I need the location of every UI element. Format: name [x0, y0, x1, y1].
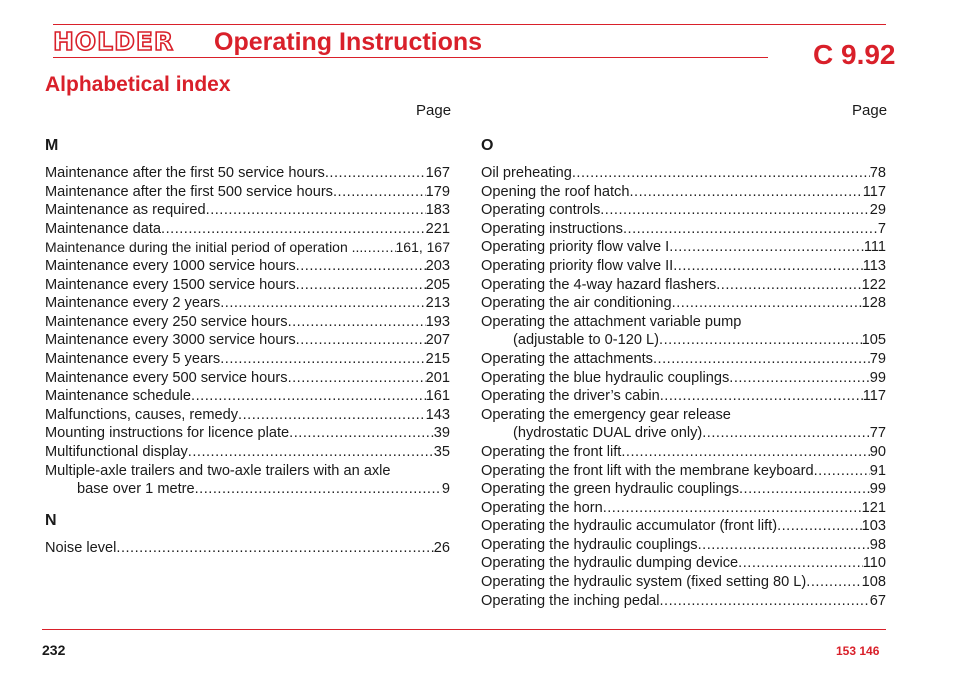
index-entry [45, 350, 450, 369]
index-entry-page: 128 [861, 295, 886, 312]
index-entry-page: 207 [425, 332, 450, 349]
index-entry-text: Multifunctional display [45, 443, 188, 460]
page-column-label-left: Page [416, 102, 452, 119]
index-entry-page: 205 [425, 276, 450, 293]
index-entry-page: 201 [425, 369, 450, 386]
dot-leader [729, 369, 870, 388]
dot-leader [659, 331, 862, 350]
dot-leader [296, 257, 426, 276]
index-entry-text: (adjustable to 0-120 L) [513, 332, 660, 349]
index-entry-page: 90 [869, 443, 886, 460]
page-title: Operating Instructions [214, 28, 483, 56]
section-code: C 9.92 [813, 39, 896, 70]
dot-leader [116, 539, 433, 558]
index-entry [481, 592, 886, 611]
index-entry-text: (hydrostatic DUAL drive only) [513, 425, 703, 442]
dot-leader [195, 480, 442, 499]
index-entry-text: Maintenance data [45, 220, 162, 237]
index-entry [45, 294, 450, 313]
index-entry-page: 9 [441, 481, 450, 498]
dot-leader [716, 276, 861, 295]
index-entry-text: Maintenance every 3000 service hours [45, 332, 296, 349]
index-entry-text: Operating the inching pedal [481, 592, 660, 609]
dot-leader [814, 462, 870, 481]
dot-leader [673, 257, 863, 276]
index-entry [481, 462, 886, 481]
index-entry-text: Operating priority flow valve II [481, 257, 674, 274]
index-entry [481, 313, 886, 332]
index-entry-page: 78 [869, 165, 886, 181]
index-entry [481, 443, 886, 462]
index-entry [481, 257, 886, 276]
dot-leader [363, 238, 395, 257]
index-entry [45, 201, 450, 220]
index-entry-page: 35 [433, 443, 450, 460]
index-entry [45, 257, 450, 276]
index-entry-text: Noise level [45, 539, 117, 556]
dot-leader [603, 499, 862, 518]
index-entry-text: Multiple-axle trailers and two-axle trailers with an axle [45, 462, 391, 479]
index-entry-text: Operating the green hydraulic couplings [481, 481, 739, 498]
index-entry [45, 276, 450, 295]
section-subtitle: Alphabetical index [45, 73, 231, 96]
index-entry-text: Operating the blue hydraulic couplings [481, 369, 730, 386]
index-entry [45, 387, 450, 406]
index-entry-text: Oil preheating [481, 165, 572, 181]
dot-leader [660, 592, 870, 611]
index-entry [481, 499, 886, 518]
dot-leader [806, 573, 861, 592]
index-entry-page: 77 [869, 425, 886, 442]
index-entry-page: 143 [425, 406, 450, 423]
index-entry-page: 117 [862, 388, 886, 405]
index-entry [481, 164, 886, 183]
index-entry [45, 183, 450, 202]
index-entry-text: Maintenance every 250 service hours [45, 313, 288, 330]
index-entry [45, 331, 450, 350]
header-top-rule [53, 24, 886, 25]
index-entry-text: Maintenance every 1500 service hours [45, 276, 296, 293]
dot-leader [669, 238, 864, 257]
index-entry-page: 215 [425, 350, 450, 367]
section-gap [45, 499, 450, 513]
dot-leader [572, 164, 870, 183]
index-entry [481, 238, 886, 257]
index-entry [481, 369, 886, 388]
index-entry-text: Maintenance every 5 years [45, 350, 221, 367]
index-entry-text: Maintenance as required [45, 202, 206, 219]
dot-leader [739, 480, 870, 499]
index-entry [481, 536, 886, 555]
index-entry-page: 203 [425, 257, 450, 274]
dot-leader [777, 517, 862, 536]
footer-rule [42, 629, 886, 630]
index-entry-page: 39 [433, 425, 450, 442]
index-entry-page: 121 [861, 499, 886, 516]
index-entry-text: Operating the hydraulic couplings [481, 536, 698, 553]
title-underline-rule [53, 57, 768, 58]
index-entry-text: base over 1 metre [77, 481, 195, 498]
dot-leader [188, 443, 434, 462]
index-entry-page: 110 [862, 555, 886, 572]
index-column-right [481, 138, 886, 610]
index-entry-text: Maintenance during the initial period of operation ... [45, 239, 364, 256]
index-entry [481, 294, 886, 313]
index-entry [481, 276, 886, 295]
dot-leader [288, 313, 426, 332]
index-entry-text: Operating the hydraulic system (fixed setting 80 L) [481, 574, 807, 591]
index-entry-page: 103 [861, 518, 886, 535]
index-entry [481, 406, 886, 425]
index-entry-page: 179 [425, 183, 450, 200]
index-entry-page: 193 [425, 313, 450, 330]
index-column-left [45, 138, 450, 557]
index-entry [45, 238, 450, 257]
index-entry-text: Operating the 4-way hazard flashers [481, 276, 717, 293]
index-entry [481, 331, 886, 350]
document-number: 153 146 [836, 644, 880, 658]
dot-leader [206, 201, 426, 220]
index-entry-page: 105 [861, 332, 886, 349]
index-entry-text: Maintenance every 1000 service hours [45, 257, 296, 274]
dot-leader [623, 220, 878, 239]
index-entry-text: Maintenance after the first 50 service hours [45, 165, 325, 181]
index-entry-text: Operating the attachments [481, 350, 653, 367]
index-entry [45, 313, 450, 332]
index-entry-page: 98 [869, 536, 886, 553]
dot-leader [653, 350, 870, 369]
index-entry [481, 387, 886, 406]
dot-leader [220, 294, 425, 313]
index-entry-page: 99 [869, 481, 886, 498]
dot-leader [698, 536, 870, 555]
index-entry [45, 369, 450, 388]
index-entry-page: 221 [425, 220, 450, 237]
dot-leader [191, 387, 426, 406]
dot-leader [238, 406, 426, 425]
dot-leader [600, 201, 870, 220]
index-entry [45, 424, 450, 443]
dot-leader [288, 369, 426, 388]
index-entry-page: 213 [425, 295, 450, 312]
dot-leader [660, 387, 863, 406]
dot-leader [220, 350, 425, 369]
index-entry-text: Operating the front lift with the membrane keyboard [481, 462, 814, 479]
dot-leader [672, 294, 862, 313]
index-entry-page: 161, 167 [395, 239, 450, 256]
index-entry [481, 183, 886, 202]
index-entry-page: 161 [425, 388, 450, 405]
dot-leader [161, 220, 426, 239]
index-entry [481, 350, 886, 369]
index-entry [45, 443, 450, 462]
index-entry-text: Operating the horn [481, 499, 603, 516]
index-entry-text: Maintenance schedule [45, 388, 192, 405]
index-entry-page: 167 [425, 165, 450, 181]
index-entry-text: Operating the hydraulic accumulator (front lift) [481, 518, 778, 535]
dot-leader [333, 183, 426, 202]
index-entry [481, 554, 886, 573]
index-entry-page: 26 [433, 539, 450, 556]
index-entry [481, 480, 886, 499]
page-number: 232 [42, 642, 66, 658]
index-entry [481, 220, 886, 239]
index-entry-page: 99 [869, 369, 886, 386]
index-entry-page: 29 [869, 202, 886, 219]
holder-logo: HOLDER [53, 27, 175, 56]
index-entry [481, 201, 886, 220]
index-entry-text: Operating the air conditioning [481, 295, 672, 312]
index-entry-page: 117 [862, 183, 886, 200]
index-entry-text: Mounting instructions for licence plate [45, 425, 290, 442]
index-letter-heading: N [45, 511, 57, 529]
index-entry-page: 67 [869, 592, 886, 609]
index-entry-text: Maintenance every 2 years [45, 295, 221, 312]
index-entry-text: Operating the front lift [481, 443, 622, 460]
index-entry-page: 7 [877, 220, 886, 237]
index-entry [481, 424, 886, 443]
index-entry [45, 462, 450, 481]
index-entry-page: 91 [869, 462, 886, 479]
index-entry [45, 480, 450, 499]
dot-leader [629, 183, 862, 202]
index-entry-text: Operating the attachment variable pump [481, 313, 742, 330]
index-entry [481, 573, 886, 592]
index-entry [481, 517, 886, 536]
index-entry [45, 539, 450, 558]
index-entry-text: Operating the hydraulic dumping device [481, 555, 739, 572]
index-entry-page: 122 [861, 276, 886, 293]
index-entry-page: 113 [862, 257, 886, 274]
index-entry-page: 108 [861, 574, 886, 591]
index-entry-text: Operating the driver’s cabin [481, 388, 660, 405]
dot-leader [325, 164, 426, 183]
dot-leader [296, 331, 426, 350]
dot-leader [289, 424, 434, 443]
index-entry [45, 220, 450, 239]
index-entry-text: Operating priority flow valve I [481, 239, 670, 256]
page-column-label-right: Page [852, 102, 888, 119]
dot-leader [621, 443, 869, 462]
dot-leader [296, 276, 426, 295]
index-entry-text: Operating controls [481, 202, 601, 219]
index-entry [45, 406, 450, 425]
index-entry-text: Malfunctions, causes, remedy [45, 406, 239, 423]
index-entry-text: Operating the emergency gear release [481, 406, 731, 423]
index-entry-text: Opening the roof hatch [481, 183, 630, 200]
index-entry-page: 79 [869, 350, 886, 367]
index-entry-text: Maintenance after the first 500 service hours [45, 183, 333, 200]
dot-leader [702, 424, 870, 443]
index-letter-heading: O [481, 137, 494, 154]
index-letter-heading: M [45, 137, 59, 154]
index-entry-text: Operating instructions [481, 220, 623, 237]
index-entry-page: 183 [425, 202, 450, 219]
dot-leader [738, 554, 863, 573]
index-entry [45, 164, 450, 183]
index-entry-text: Maintenance every 500 service hours [45, 369, 288, 386]
index-entry-page: 111 [863, 239, 886, 256]
